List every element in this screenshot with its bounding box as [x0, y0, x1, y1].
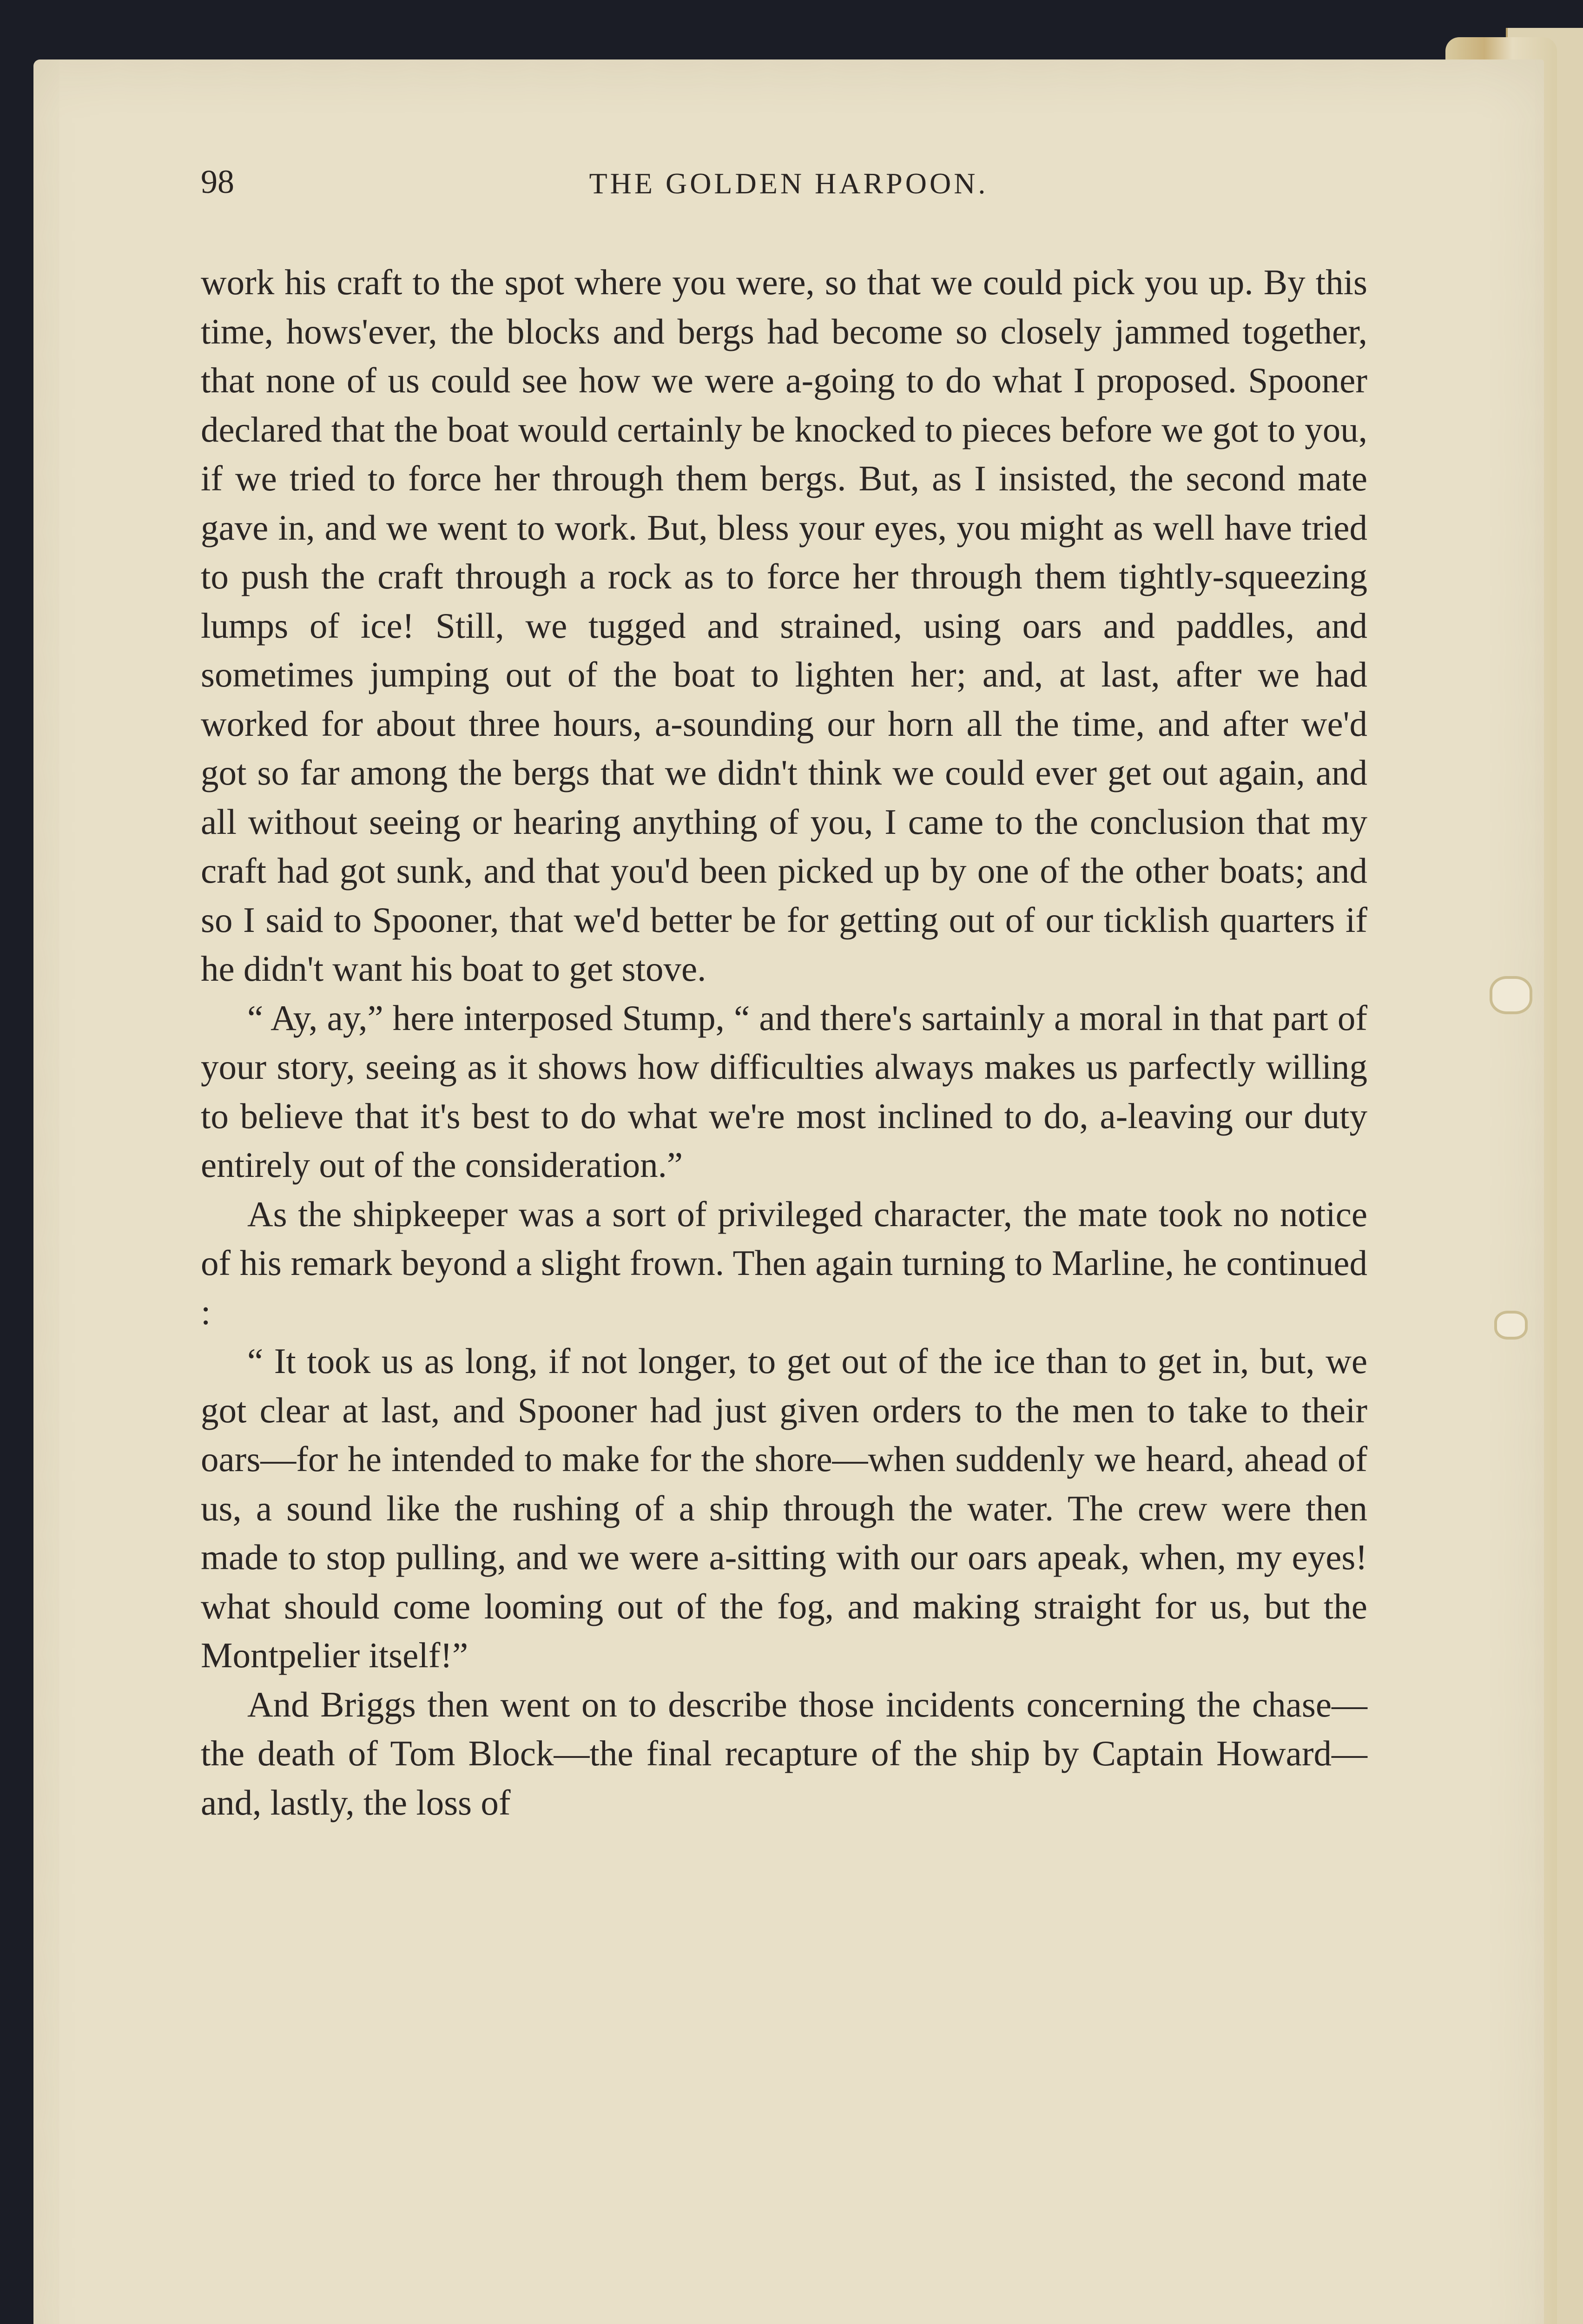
body-text [201, 258, 1367, 1827]
paragraph: “ Ay, ay,” here interposed Stump, “ and there's sartainly a moral in that part of your story, seeing as it shows how difficulties always makes us parfectly willing to believe that it's best to do what we're most inclined to do, a-leaving our duty entirely out of the consideration.” [201, 997, 1367, 1185]
page-number: 98 [201, 163, 234, 200]
paragraph: And Briggs then went on to describe those incidents concerning the chase—the death of Tom Block—the final recapture of the ship by Captain Howard—and, lastly, the loss of [201, 1684, 1367, 1822]
binding-stitch [1494, 1311, 1528, 1340]
paragraph: work his craft to the spot where you were, so that we could pick you up. By this time, hows'ever, the blocks and bergs had become so closely jammed together, that none of us could see how we were a-going to do what I proposed. Spooner declared that the boat would certainly be knocked to pieces before we got to you, if we tried to force her through them bergs. But, as I insisted, the second mate gave in, and we went to work. But, bless your eyes, you might as well have tried to push the craft through a rock as to force her through them tightly-squeezing lumps of ice! Still, we tugged and strained, using oars and paddles, and sometimes jumping out of the boat to lighten her; and, at last, after we had worked for about three hours, a-sounding our horn all the time, and after we'd got so far among the bergs that we didn't think we could ever get out again, and all without seeing or hearing anything of you, I came to the conclusion that my craft had got sunk, and that you'd been picked up by one of the other boats; and so I said to Spooner, that we'd better be for getting out of our ticklish quarters if he didn't want his boat to get stove. [201, 262, 1367, 989]
paragraph: “ It took us as long, if not longer, to get out of the ice than to get in, but, we got clear at last, and Spooner had just given orders to the men to take to their oars—for he intended to make for the shore—when suddenly we heard, ahead of us, a sound like the rushing of a ship through the water. The crew were then made to stop pulling, and we were a-sitting with our oars apeak, when, my eyes! what should come looming out of the fog, and making straight for us, but the Montpelier itself!” [201, 1341, 1367, 1675]
page-header [201, 158, 1377, 205]
paragraph: As the shipkeeper was a sort of privileged character, the mate took no notice of his remark beyond a slight frown. Then again turning to Marline, he continued : [201, 1194, 1367, 1332]
binding-stitch [1490, 976, 1532, 1014]
running-title: THE GOLDEN HARPOON. [589, 167, 989, 200]
